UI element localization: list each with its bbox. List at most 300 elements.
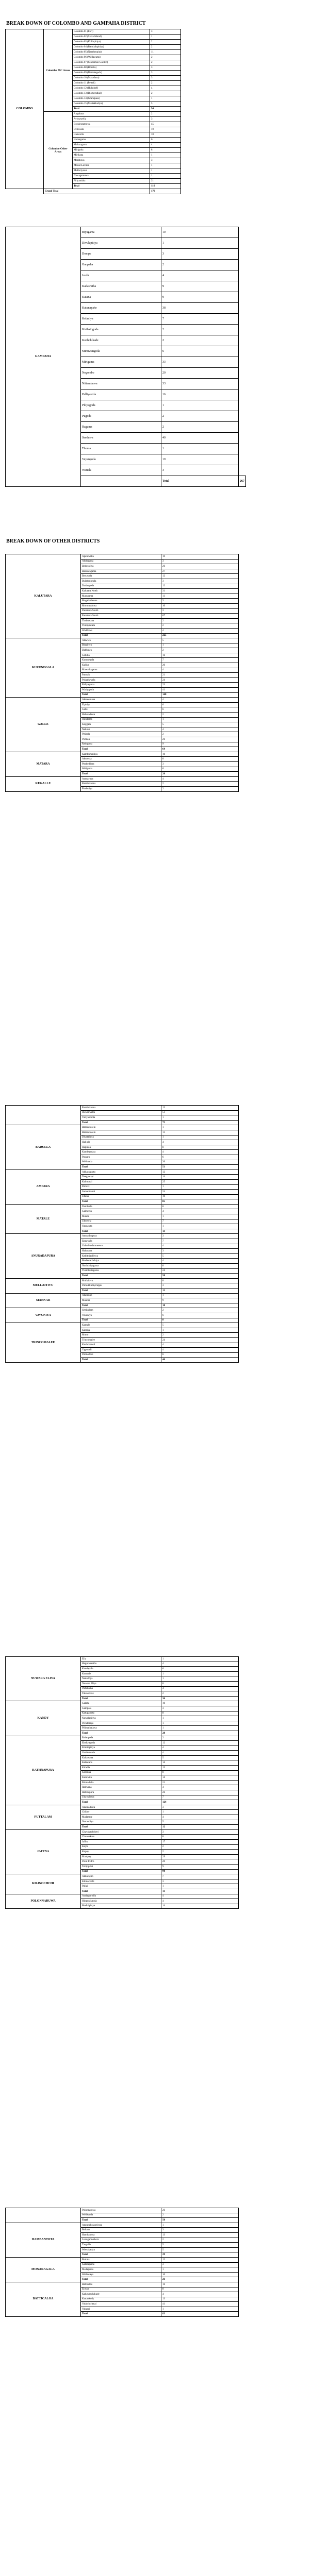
area-count: 4 (161, 698, 239, 703)
area-count: 2 (161, 786, 239, 791)
area-name: Kotmale (81, 1671, 161, 1676)
area-count: 21 (161, 1780, 239, 1785)
area-name: Mirihana (73, 153, 150, 158)
area-count: 8 (161, 1278, 239, 1283)
area-name: Vakarai (81, 2307, 161, 2312)
area-name: Passara (81, 1155, 161, 1160)
area-name: Godakawela (81, 1751, 161, 1756)
area-count: 3 (161, 465, 239, 476)
area-count: 8 (161, 1204, 239, 1209)
district-name: MONARAGALA (6, 2257, 81, 2282)
area-count: 4 (161, 1209, 239, 1214)
area-name: Poddala (81, 737, 161, 742)
area-count: 4 (161, 776, 239, 782)
area-count: 1 (161, 2267, 239, 2273)
area-name: Morontuduwa (81, 603, 161, 608)
area-name: Udawalawa (81, 1795, 161, 1800)
district-block (5, 554, 239, 792)
area-name: Medirigiriya (81, 1904, 161, 1909)
area-name: Colombo 11 (Pettah) (73, 81, 150, 86)
total-count: 10 (161, 1303, 239, 1308)
area-name: Hagurankatha (81, 1662, 161, 1667)
area-name: Biyagama (81, 227, 161, 238)
area-name: Kochchikade (81, 335, 161, 346)
district-block (5, 1105, 239, 1363)
district-name: KALUTARA (6, 554, 81, 638)
area-count: 2 (161, 732, 239, 737)
area-name: Rathgama (81, 742, 161, 747)
area-count: 24 (161, 1268, 239, 1274)
table-row (6, 1125, 239, 1130)
area-count: 10 (150, 132, 181, 138)
area-name: Ragama (81, 422, 161, 433)
district-table (5, 2208, 239, 2317)
area-count: 10 (150, 127, 181, 132)
area-count: 4 (161, 1745, 239, 1751)
area-count: 25 (161, 1179, 239, 1184)
area-name: Colombo 09 (Dematagoda) (73, 71, 150, 76)
area-count: 3 (161, 1249, 239, 1254)
area-name: Matale (81, 1214, 161, 1219)
area-count: 3 (150, 29, 181, 35)
colombo-gampaha-title: BREAK DOWN OF COLOMBO AND GAMPAHA DISTRICT (6, 21, 146, 26)
area-name: Dehiwala (73, 127, 150, 132)
area-count: 11 (161, 594, 239, 599)
area-count: 3 (161, 2228, 239, 2233)
area-count: 5 (161, 722, 239, 727)
area-name: Peradeniya (81, 1721, 161, 1726)
area-count: 16 (161, 653, 239, 658)
area-count: 4 (161, 1244, 239, 1249)
area-name: Nochchiyagama (81, 1264, 161, 1269)
area-count: 14 (161, 1760, 239, 1766)
area-name: Vavuniya (81, 1313, 161, 1318)
area-count: 10 (161, 227, 239, 238)
area-name: Madampe (81, 1815, 161, 1820)
area-name: Embilipitiya (81, 1745, 161, 1751)
area-name: Colombo 13 (Blomendhal) (73, 91, 150, 96)
area-name: Palliyawila (81, 389, 161, 400)
area-count: 5 (161, 1820, 239, 1825)
area-count: 8 (161, 1770, 239, 1775)
area-count: 3 (161, 761, 239, 767)
district-name: KEGALLE (6, 776, 81, 791)
area-name: Elpitiya (81, 702, 161, 707)
area-name: Lunugamvehera (81, 2238, 161, 2243)
area-count: 4 (161, 1686, 239, 1691)
area-name: Dodangoda (81, 584, 161, 589)
area-count: 26 (161, 1790, 239, 1795)
area-count: 2 (150, 40, 181, 45)
area-count: 3 (161, 1829, 239, 1835)
area-count: 3 (161, 1706, 239, 1711)
area-name: Ridiyagama (81, 683, 161, 688)
area-name: Samanthurai (81, 1190, 161, 1195)
area-name: Kadawatha (81, 281, 161, 292)
area-count: 4 (150, 86, 181, 91)
total-label: Total (81, 1199, 161, 1205)
area-name: Medagama (81, 2267, 161, 2273)
area-count: 8 (161, 1145, 239, 1150)
area-name: Mullaitivu (81, 1278, 161, 1283)
area-count: 27 (161, 569, 239, 574)
area-name: Polgahawela (81, 677, 161, 683)
area-name: Adampan (81, 1293, 161, 1298)
table-row (6, 2208, 239, 2213)
area-count: 8 (161, 1711, 239, 1716)
area-count: 8 (150, 148, 181, 153)
area-name: Kandapola (81, 1667, 161, 1672)
total-count: 72 (161, 1120, 239, 1125)
area-count: 20 (161, 663, 239, 668)
total-count: 12 (161, 1825, 239, 1830)
area-name: Ella (81, 1657, 161, 1662)
area-count: 3 (161, 579, 239, 584)
district-name: HAMBANTOTA (6, 2223, 81, 2257)
district-name: KANDY (6, 1701, 81, 1736)
table-row (6, 554, 239, 560)
grand-total-row (6, 189, 181, 194)
area-count: 23 (161, 683, 239, 688)
area-name: Colombo 02 (Slave Island) (73, 35, 150, 40)
area-name: Eppawala (81, 1239, 161, 1244)
area-count: 6 (161, 707, 239, 713)
total-label: Total (81, 1889, 161, 1894)
table-row (6, 1308, 239, 1313)
area-count: 2 (161, 422, 239, 433)
area-count: 1 (161, 717, 239, 722)
area-count: 17 (161, 1839, 239, 1844)
area-count: 5 (161, 2247, 239, 2252)
other-districts-title: BREAK DOWN OF OTHER DISTRICTS (6, 538, 100, 544)
total-label: Total (81, 1229, 161, 1234)
total-count: 36 (161, 1696, 239, 1701)
area-name: Kinniya (81, 1328, 161, 1333)
area-name: Kataragama (81, 2262, 161, 2267)
area-name: Hinidama (81, 717, 161, 722)
area-count: 4 (161, 1899, 239, 1904)
district-name: NUWARA ELIYA (6, 1657, 81, 1701)
area-count: 14 (161, 1775, 239, 1781)
area-name: Kalmunai (81, 1179, 161, 1184)
area-count: 1 (150, 96, 181, 101)
area-name: Kuchchaveli (81, 1343, 161, 1348)
area-count: 3 (150, 76, 181, 81)
area-name: Yatawatta (81, 1224, 161, 1229)
area-name: Colombo 10 (Maradana) (73, 76, 150, 81)
total-label: Total (81, 1825, 161, 1830)
area-name: Nattandiya (81, 1820, 161, 1825)
area-count: 1 (161, 1115, 239, 1121)
total-count: 8 (161, 1318, 239, 1323)
area-count: 2 (161, 2213, 239, 2218)
area-count: 6 (161, 1352, 239, 1358)
area-name: Bingiriya (81, 643, 161, 648)
total-label: Total (81, 1358, 161, 1363)
area-name: Colombo 08 (Borella) (73, 65, 150, 71)
total-label: Total (81, 747, 161, 752)
area-count: 40 (161, 433, 239, 444)
area-name: Rathnapura (81, 1790, 161, 1795)
area-name: Aranayaka (81, 776, 161, 782)
area-count: 3 (161, 249, 239, 260)
area-count: 7 (161, 1219, 239, 1224)
area-count: 3 (161, 1805, 239, 1810)
district-table (5, 1656, 239, 1909)
district-name: ANURADAPURA (6, 1234, 81, 1278)
area-count: 2 (161, 1308, 239, 1313)
area-name: Thambuttegama (81, 1268, 161, 1274)
total-count: 58 (161, 1274, 239, 1279)
area-name: Kiribathgoda (81, 325, 161, 335)
area-count: 9 (161, 1298, 239, 1303)
area-name: Pannala (81, 673, 161, 678)
area-count: 2 (161, 713, 239, 718)
district-name (6, 2208, 81, 2223)
area-name: Colombo 12 (Hulsdorf) (73, 86, 150, 91)
total-count: 54 (150, 107, 181, 112)
area-count: 4 (161, 628, 239, 633)
total-label: Total (81, 2218, 161, 2223)
area-count: 24 (161, 1190, 239, 1195)
grand-total-label: Grand Total (44, 189, 150, 194)
area-count: 12 (161, 584, 239, 589)
area-name: Diyatalawa (81, 1135, 161, 1140)
area-name: Balangoda (81, 1736, 161, 1741)
area-count: 1 (161, 444, 239, 454)
district-name: BADULLA (6, 1125, 81, 1170)
area-count: 9 (161, 281, 239, 292)
area-name: Kebithigollewa (81, 1253, 161, 1259)
area-count: 5 (161, 1253, 239, 1259)
total-count: 51 (161, 1165, 239, 1170)
area-name: Galewela (81, 1209, 161, 1214)
area-count: 2 (161, 260, 239, 270)
area-count: 4 (161, 1348, 239, 1353)
area-name: Anuradhapura (81, 1234, 161, 1239)
area-count: 8 (161, 2287, 239, 2292)
area-count: 1 (161, 1328, 239, 1333)
area-name: Habarana (81, 1249, 161, 1254)
table-row (6, 1293, 239, 1298)
area-name: Kalawana (81, 1760, 161, 1766)
area-count: 4 (161, 1140, 239, 1145)
spacer-cell (6, 189, 44, 194)
grand-total-count: 170 (150, 189, 181, 194)
area-name: Alawwa (81, 638, 161, 643)
area-count: 41 (161, 688, 239, 693)
area-count: 1 (161, 1224, 239, 1229)
area-name: Galaha (81, 1701, 161, 1706)
area-name: Thebuwana (81, 618, 161, 623)
area-count: 1 (150, 35, 181, 40)
district-table (5, 1105, 239, 1363)
table-row (6, 1170, 239, 1175)
area-count: 1 (161, 1671, 239, 1676)
area-name: Angunakolapelessa (81, 2223, 161, 2228)
area-count: 1 (161, 1214, 239, 1219)
area-count: 2 (161, 1333, 239, 1338)
area-count: 2 (161, 2238, 239, 2243)
area-name: Rambukkana (81, 1106, 161, 1111)
area-name: Kattankudy (81, 2297, 161, 2302)
area-count: 3 (161, 1283, 239, 1289)
area-count: 26 (161, 2208, 239, 2213)
total-label: Total (81, 1288, 161, 1293)
area-count: 67 (161, 614, 239, 619)
district-name: POLONNARUWA (6, 1894, 81, 1909)
total-label: Total (81, 1696, 161, 1701)
area-count: 9 (161, 292, 239, 303)
area-name: Rambukkana (81, 782, 161, 787)
table-row (6, 1204, 239, 1209)
area-count: 13 (161, 2297, 239, 2302)
area-count: 1 (161, 1184, 239, 1190)
area-name: Settikulam (81, 1308, 161, 1313)
colombo-table (5, 29, 181, 194)
area-name: Waddowa (81, 628, 161, 633)
area-count: 1 (161, 1676, 239, 1682)
area-name: Akkaraipattu (81, 1170, 161, 1175)
area-count: 8 (161, 757, 239, 762)
table-row (6, 638, 239, 643)
area-count: 24 (161, 677, 239, 683)
area-count: 5 (161, 638, 239, 643)
district-name: KURUNEGALA (6, 638, 81, 698)
area-name: Bandarawela (81, 1130, 161, 1135)
table-row (6, 1874, 239, 1879)
total-label: Total (81, 1274, 161, 1279)
area-count: 2 (150, 81, 181, 86)
area-name: Colombo 06 (Wellawatta) (73, 55, 150, 60)
area-name: Nawalapitiya (81, 1716, 161, 1721)
area-count: 10 (161, 554, 239, 560)
area-name: Megahathenna (81, 599, 161, 604)
area-count: 7 (161, 314, 239, 325)
area-name: Buttala (81, 2257, 161, 2262)
area-count: 3 (161, 1234, 239, 1239)
total-label: Total (81, 692, 161, 698)
area-name: Anamaduwa (81, 1805, 161, 1810)
area-name: Chavakachcheri (81, 1829, 161, 1835)
area-count: 16 (161, 2282, 239, 2287)
district-name: BATTICALOA (6, 2282, 81, 2316)
area-name: Uhana (81, 1194, 161, 1199)
area-name: Eravur (81, 2287, 161, 2292)
district-block (5, 1656, 239, 1909)
area-name: Thoma (81, 444, 161, 454)
area-name: Colombo 03 (Kollupitiya) (73, 40, 150, 45)
area-name: Kahawatta (81, 1755, 161, 1760)
total-label: Total (81, 1165, 161, 1170)
area-name: Welimada (81, 1160, 161, 1165)
area-name: Uppuveli (81, 1348, 161, 1353)
total-label: Total (81, 2252, 161, 2258)
total-count: 46 (161, 1358, 239, 1363)
empty-cell (81, 476, 161, 487)
table-row (6, 2257, 239, 2262)
area-count: 14 (161, 1904, 239, 1909)
total-count: 29 (161, 2252, 239, 2258)
area-name: Panadura South (81, 608, 161, 614)
area-name: Colombo 14 (Grandpass) (73, 96, 150, 101)
area-name: Kamburupitiya (81, 752, 161, 757)
area-count: 10 (161, 752, 239, 757)
district-name (6, 1106, 81, 1125)
table-row (6, 29, 181, 35)
area-name: Koggala (81, 722, 161, 727)
total-count: 26 (161, 2277, 239, 2282)
area-name: Colombo 01 (Fort) (73, 29, 150, 35)
area-count: 12 (161, 2257, 239, 2262)
area-count: 1 (161, 2223, 239, 2228)
area-name: Haputale (81, 1145, 161, 1150)
area-name: Moratuwa (73, 158, 150, 163)
table-row (6, 1701, 239, 1706)
area-name: Kopay (81, 1850, 161, 1855)
area-count: 4 (161, 1343, 239, 1348)
area-name: Chunnakam (81, 1835, 161, 1840)
area-name: Jaffna (81, 1839, 161, 1844)
area-name: Kaluwanchikudy (81, 2292, 161, 2297)
area-count: 4 (161, 1150, 239, 1155)
area-count: 6 (161, 767, 239, 772)
table-row (6, 1323, 239, 1328)
area-name: Kurunegala (81, 658, 161, 663)
colombo-sheet (5, 29, 181, 194)
area-name: Mulleriyawa (73, 168, 150, 174)
area-name: Kelaniya (81, 314, 161, 325)
area-count: 1 (161, 238, 239, 249)
area-count: 11 (150, 50, 181, 55)
area-count: 1 (161, 1657, 239, 1662)
area-count: 5 (161, 2243, 239, 2248)
district-name: MATALE (6, 1204, 81, 1234)
area-count: 3 (161, 599, 239, 604)
area-name: Hambantota (81, 2232, 161, 2238)
area-count: 4 (161, 2292, 239, 2297)
table-row (6, 1805, 239, 1810)
area-count: 41 (161, 2302, 239, 2307)
area-count: 1 (161, 1716, 239, 1721)
area-name: Kalutara North (81, 589, 161, 594)
area-count: 4 (161, 1751, 239, 1756)
area-count: 10 (161, 1194, 239, 1199)
area-name: Deegawapi (81, 1175, 161, 1180)
table-row (6, 1106, 239, 1111)
total-count: 64 (161, 747, 239, 752)
area-name: Pitigala (81, 732, 161, 737)
area-count: 4 (161, 1815, 239, 1820)
table-row (6, 698, 239, 703)
area-name: Chilaw (81, 1810, 161, 1815)
total-count: 20 (161, 772, 239, 777)
area-count: 6 (161, 1155, 239, 1160)
gampaha-table (5, 227, 246, 487)
area-count: 2 (161, 335, 239, 346)
area-count: 3 (161, 2262, 239, 2267)
total-label: Total (81, 633, 161, 638)
area-count: 1 (161, 2307, 239, 2312)
area-count: 3 (161, 1879, 239, 1884)
district-name: AMPARA (6, 1170, 81, 1204)
area-count: 2 (150, 45, 181, 50)
area-count: 1 (150, 174, 181, 179)
area-count: 31 (161, 589, 239, 594)
area-name: Colombo 05 (Narahenpita) (73, 50, 150, 55)
area-name: Wariyapola (81, 688, 161, 693)
area-name: Pulmoddai (81, 1352, 161, 1358)
